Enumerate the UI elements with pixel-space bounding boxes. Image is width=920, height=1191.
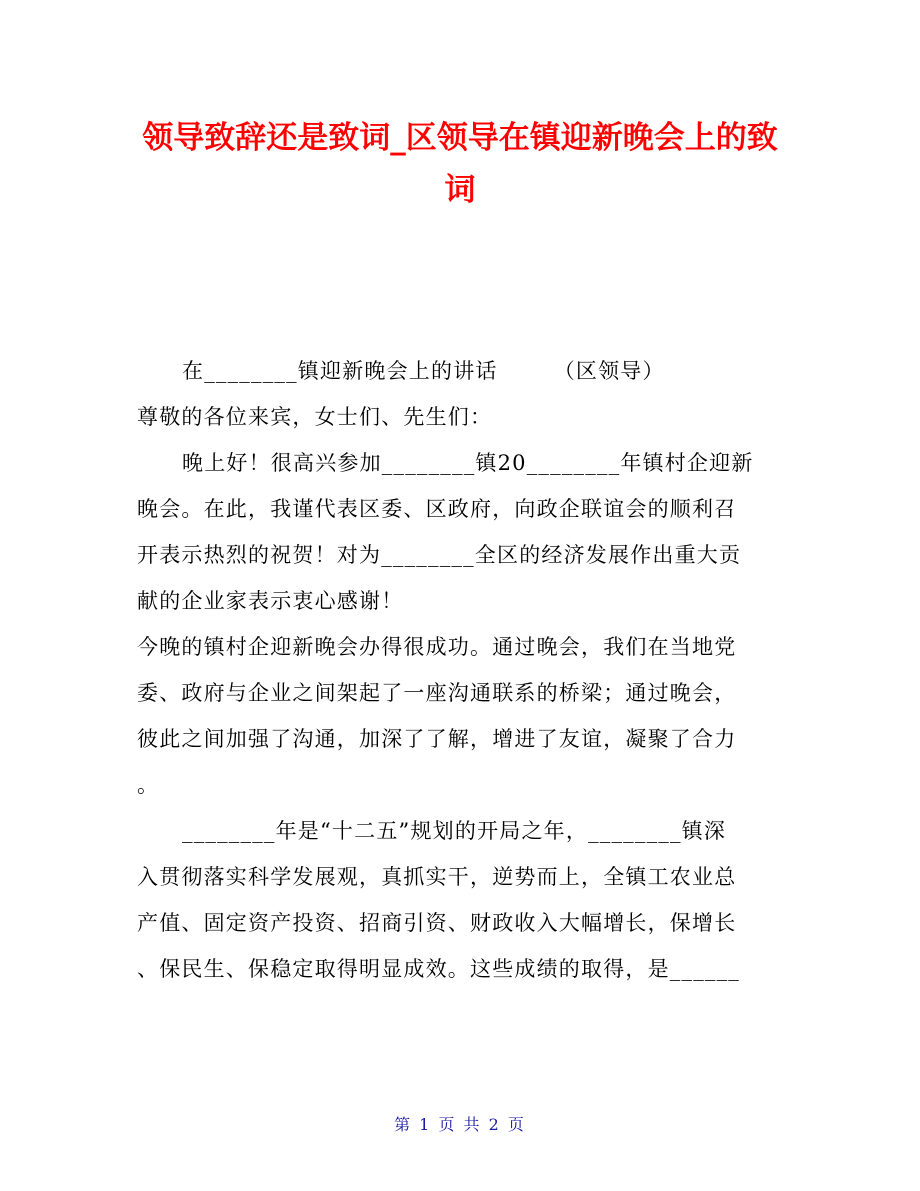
title-line-1: 领导致辞还是致词_区领导在镇迎新晚会上的致 — [142, 120, 778, 156]
body-line: 、保民生、保稳定取得明显成效。这些成绩的取得，是______ — [137, 957, 740, 981]
body-line: 晚会。在此，我谨代表区委、区政府，向政企联谊会的顺利召 — [137, 497, 737, 521]
body-line: 入贯彻落实科学发展观，真抓实干，逆势而上，全镇工农业总 — [137, 865, 737, 889]
body-line: 产值、固定资产投资、招商引资、财政收入大幅增长，保增长 — [137, 911, 737, 935]
document-body — [137, 348, 787, 992]
body-line: 晚上好！很高兴参加________镇20________年镇村企迎新 — [182, 451, 754, 475]
body-line: 今晚的镇村企迎新晚会办得很成功。通过晚会，我们在当地党 — [137, 635, 737, 659]
page-number-footer: 第 1 页 共 2 页 — [394, 1115, 526, 1134]
body-line: 。 — [137, 773, 160, 797]
document-title — [130, 112, 790, 216]
body-line: 尊敬的各位来宾，女士们、先生们： — [137, 405, 493, 429]
body-line: 在________镇迎新晚会上的讲话 （区领导） — [182, 359, 665, 383]
body-line: 委、政府与企业之间架起了一座沟通联系的桥梁；通过晚会， — [137, 681, 737, 705]
title-line-2: 词 — [444, 172, 476, 208]
body-line: ________年是“十二五”规划的开局之年，________镇深 — [182, 819, 727, 843]
body-line: 开表示热烈的祝贺！对为________全区的经济发展作出重大贡 — [137, 543, 742, 567]
body-line: 献的企业家表示衷心感谢！ — [137, 589, 404, 613]
body-line: 彼此之间加强了沟通，加深了了解，增进了友谊，凝聚了合力 — [137, 727, 737, 751]
